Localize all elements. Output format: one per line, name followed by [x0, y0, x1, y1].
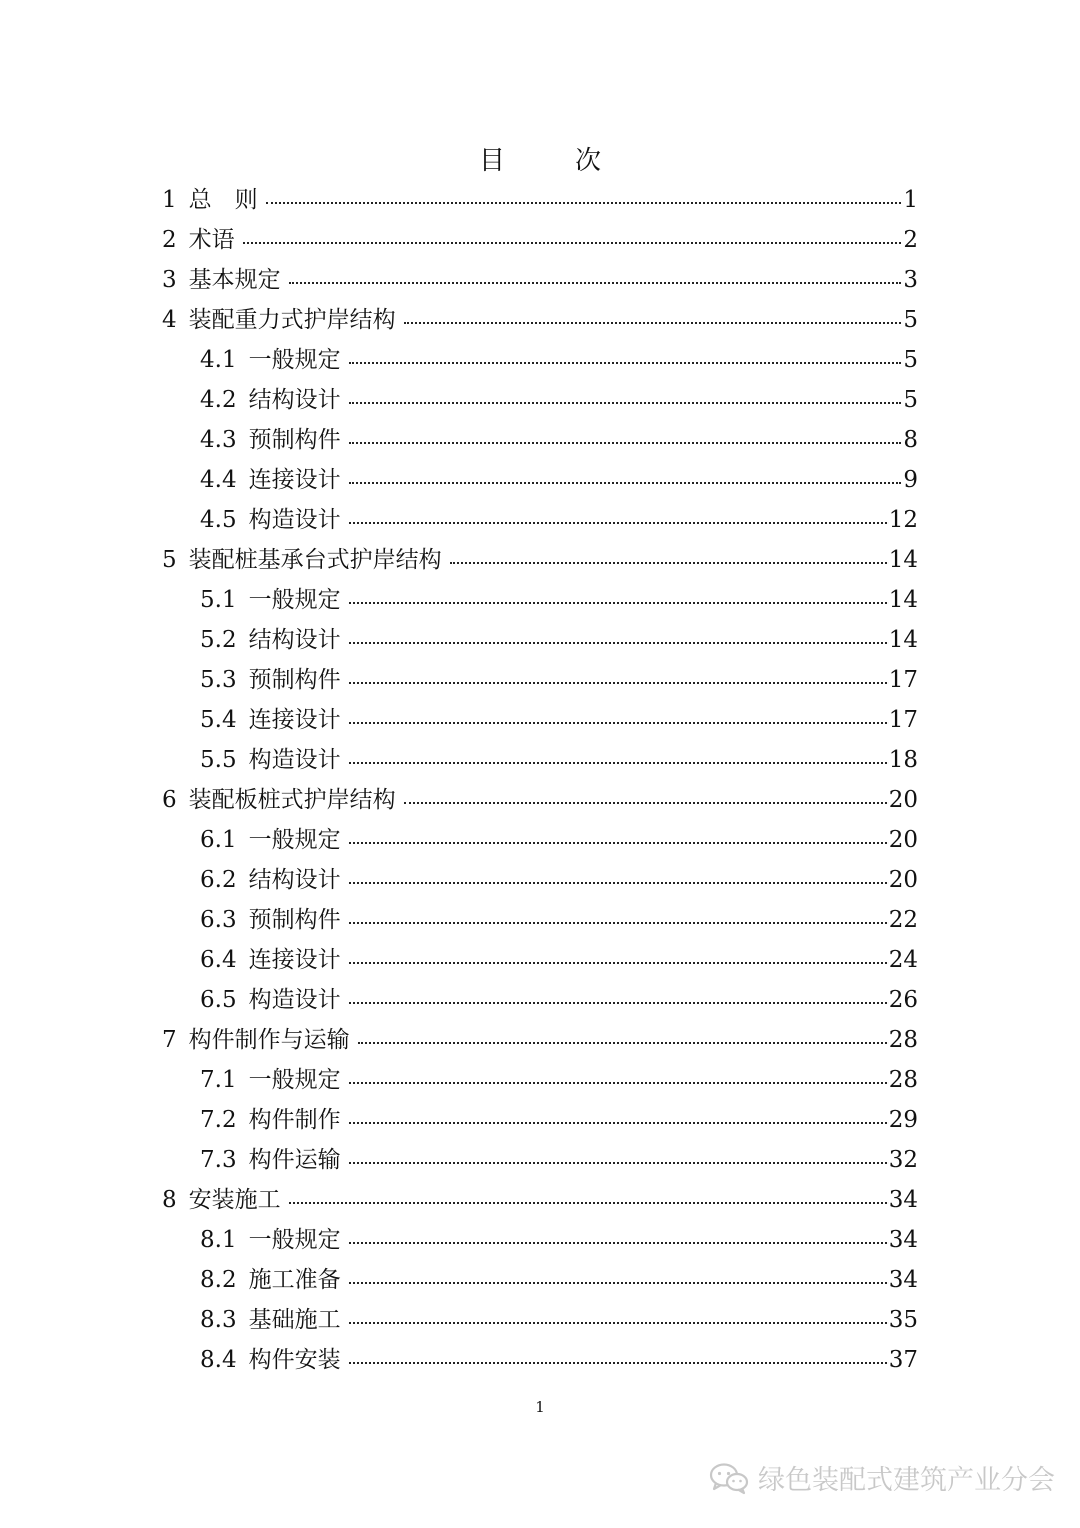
toc-entry[interactable]: [162, 740, 918, 780]
dot-leader: [349, 362, 902, 364]
toc-entry-label: 构件制作与运输: [188, 1027, 350, 1053]
toc-entry-number: 4.4: [200, 467, 237, 493]
toc-entry-page: 20: [888, 867, 918, 893]
dot-leader: [349, 922, 887, 924]
dot-leader: [349, 1282, 887, 1284]
toc-entry-number: 4.1: [200, 347, 237, 373]
toc-entry-number: 6.2: [200, 867, 237, 893]
table-of-contents: [162, 180, 918, 1380]
toc-entry-page: 28: [888, 1067, 918, 1093]
toc-entry-label: 构件安装: [248, 1347, 341, 1373]
toc-entry[interactable]: [162, 900, 918, 940]
wechat-icon: [708, 1461, 750, 1495]
dot-leader: [349, 602, 887, 604]
toc-entry[interactable]: [162, 460, 918, 500]
toc-entry-label: 装配桩基承台式护岸结构: [188, 547, 442, 573]
toc-entry-page: 5: [903, 307, 918, 333]
toc-entry-number: 5.5: [200, 747, 237, 773]
toc-entry[interactable]: [162, 700, 918, 740]
page-number: 1: [535, 1398, 545, 1416]
toc-entry-number: 5.2: [200, 627, 237, 653]
toc-entry[interactable]: [162, 220, 918, 260]
toc-entry-number: 7.3: [200, 1147, 237, 1173]
toc-entry[interactable]: [162, 1140, 918, 1180]
toc-entry-page: 28: [888, 1027, 918, 1053]
toc-entry-label: 总 则: [188, 187, 258, 213]
toc-entry-number: 5.3: [200, 667, 237, 693]
toc-entry-label: 一般规定: [248, 1067, 341, 1093]
toc-entry[interactable]: [162, 980, 918, 1020]
dot-leader: [349, 842, 887, 844]
toc-entry-label: 连接设计: [248, 707, 341, 733]
toc-entry-number: 6: [162, 787, 177, 813]
toc-entry-label: 结构设计: [248, 387, 341, 413]
watermark-text: 绿色装配式建筑产业分会: [758, 1465, 1055, 1496]
toc-entry-label: 基本规定: [188, 267, 281, 293]
toc-entry-label: 结构设计: [248, 867, 341, 893]
toc-entry-number: 6.1: [200, 827, 237, 853]
toc-entry[interactable]: [162, 780, 918, 820]
dot-leader: [349, 402, 902, 404]
dot-leader: [349, 882, 887, 884]
toc-entry[interactable]: [162, 1100, 918, 1140]
dot-leader: [349, 1002, 887, 1004]
dot-leader: [349, 1362, 887, 1364]
toc-entry[interactable]: [162, 420, 918, 460]
toc-entry-label: 一般规定: [248, 587, 341, 613]
toc-entry-page: 20: [888, 827, 918, 853]
toc-entry-page: 37: [888, 1347, 918, 1373]
toc-entry-label: 构件运输: [248, 1147, 341, 1173]
toc-entry[interactable]: [162, 540, 918, 580]
toc-entry-page: 34: [888, 1227, 918, 1253]
toc-entry-number: 2: [162, 227, 177, 253]
toc-entry-page: 3: [903, 267, 918, 293]
toc-entry[interactable]: [162, 820, 918, 860]
toc-entry-label: 预制构件: [248, 427, 341, 453]
toc-entry-number: 7.1: [200, 1067, 237, 1093]
toc-entry-number: 8: [162, 1187, 177, 1213]
watermark: [708, 1458, 1055, 1497]
toc-entry[interactable]: [162, 1300, 918, 1340]
toc-entry-page: 9: [903, 467, 918, 493]
toc-entry-number: 4.3: [200, 427, 237, 453]
toc-entry[interactable]: [162, 660, 918, 700]
dot-leader: [358, 1042, 887, 1044]
toc-entry-page: 29: [888, 1107, 918, 1133]
toc-entry-label: 术语: [188, 227, 235, 253]
toc-entry-number: 6.4: [200, 947, 237, 973]
dot-leader: [349, 642, 887, 644]
toc-entry-number: 6.3: [200, 907, 237, 933]
toc-entry-page: 14: [888, 627, 918, 653]
dot-leader: [289, 282, 902, 284]
toc-entry-page: 8: [903, 427, 918, 453]
toc-entry-page: 24: [888, 947, 918, 973]
toc-entry-page: 17: [888, 707, 918, 733]
dot-leader: [349, 442, 902, 444]
toc-entry-label: 构造设计: [248, 987, 341, 1013]
toc-entry-number: 4: [162, 307, 177, 333]
toc-entry-page: 1: [903, 187, 918, 213]
toc-entry[interactable]: [162, 1220, 918, 1260]
toc-entry-number: 3: [162, 267, 177, 293]
dot-leader: [349, 962, 887, 964]
toc-entry-page: 35: [888, 1307, 918, 1333]
dot-leader: [349, 762, 887, 764]
toc-entry[interactable]: [162, 180, 918, 220]
toc-entry[interactable]: [162, 1340, 918, 1380]
toc-entry-number: 7.2: [200, 1107, 237, 1133]
toc-title: 目 次: [478, 146, 623, 176]
dot-leader: [349, 1122, 887, 1124]
dot-leader: [349, 1242, 887, 1244]
toc-entry-number: 8.2: [200, 1267, 237, 1293]
dot-leader: [289, 1202, 887, 1204]
dot-leader: [349, 1082, 887, 1084]
toc-entry-number: 7: [162, 1027, 177, 1053]
toc-entry-label: 施工准备: [248, 1267, 341, 1293]
toc-entry-label: 结构设计: [248, 627, 341, 653]
toc-entry-page: 5: [903, 347, 918, 373]
toc-entry-label: 一般规定: [248, 347, 341, 373]
toc-entry-number: 8.3: [200, 1307, 237, 1333]
toc-entry[interactable]: [162, 340, 918, 380]
toc-entry-label: 基础施工: [248, 1307, 341, 1333]
dot-leader: [349, 1162, 887, 1164]
toc-entry-label: 装配板桩式护岸结构: [188, 787, 396, 813]
dot-leader: [349, 722, 887, 724]
toc-entry-label: 一般规定: [248, 827, 341, 853]
toc-entry-number: 5.4: [200, 707, 237, 733]
toc-entry[interactable]: [162, 1180, 918, 1220]
toc-entry[interactable]: [162, 1060, 918, 1100]
toc-entry-page: 5: [903, 387, 918, 413]
toc-entry-number: 5: [162, 547, 177, 573]
toc-entry-page: 22: [888, 907, 918, 933]
dot-leader: [349, 1322, 887, 1324]
toc-entry-page: 12: [888, 507, 918, 533]
toc-entry-number: 8.1: [200, 1227, 237, 1253]
toc-entry[interactable]: [162, 300, 918, 340]
dot-leader: [450, 562, 887, 564]
toc-entry-label: 装配重力式护岸结构: [188, 307, 396, 333]
dot-leader: [404, 322, 902, 324]
toc-entry-page: 14: [888, 587, 918, 613]
toc-entry-page: 18: [888, 747, 918, 773]
toc-entry[interactable]: [162, 580, 918, 620]
toc-entry-label: 预制构件: [248, 667, 341, 693]
dot-leader: [266, 202, 902, 204]
toc-entry-page: 34: [888, 1267, 918, 1293]
toc-entry[interactable]: [162, 260, 918, 300]
toc-entry[interactable]: [162, 500, 918, 540]
toc-entry-number: 1: [162, 187, 177, 213]
toc-entry-page: 14: [888, 547, 918, 573]
dot-leader: [349, 682, 887, 684]
toc-entry-number: 4.2: [200, 387, 237, 413]
toc-entry[interactable]: [162, 860, 918, 900]
toc-entry-label: 构件制作: [248, 1107, 341, 1133]
dot-leader: [404, 802, 887, 804]
dot-leader: [243, 242, 902, 244]
toc-entry-number: 5.1: [200, 587, 237, 613]
toc-entry[interactable]: [162, 1020, 918, 1060]
toc-entry-page: 34: [888, 1187, 918, 1213]
dot-leader: [349, 522, 887, 524]
toc-entry-label: 构造设计: [248, 507, 341, 533]
dot-leader: [349, 482, 902, 484]
toc-entry-label: 构造设计: [248, 747, 341, 773]
toc-entry[interactable]: [162, 1260, 918, 1300]
toc-entry-page: 2: [903, 227, 918, 253]
toc-entry-page: 17: [888, 667, 918, 693]
toc-entry-page: 20: [888, 787, 918, 813]
toc-entry-label: 连接设计: [248, 947, 341, 973]
toc-entry-page: 32: [888, 1147, 918, 1173]
toc-entry-label: 连接设计: [248, 467, 341, 493]
toc-entry-label: 预制构件: [248, 907, 341, 933]
toc-entry-number: 4.5: [200, 507, 237, 533]
toc-entry[interactable]: [162, 940, 918, 980]
toc-entry-label: 一般规定: [248, 1227, 341, 1253]
toc-entry-number: 8.4: [200, 1347, 237, 1373]
toc-entry[interactable]: [162, 620, 918, 660]
toc-entry-label: 安装施工: [188, 1187, 281, 1213]
toc-entry[interactable]: [162, 380, 918, 420]
toc-entry-page: 26: [888, 987, 918, 1013]
toc-entry-number: 6.5: [200, 987, 237, 1013]
